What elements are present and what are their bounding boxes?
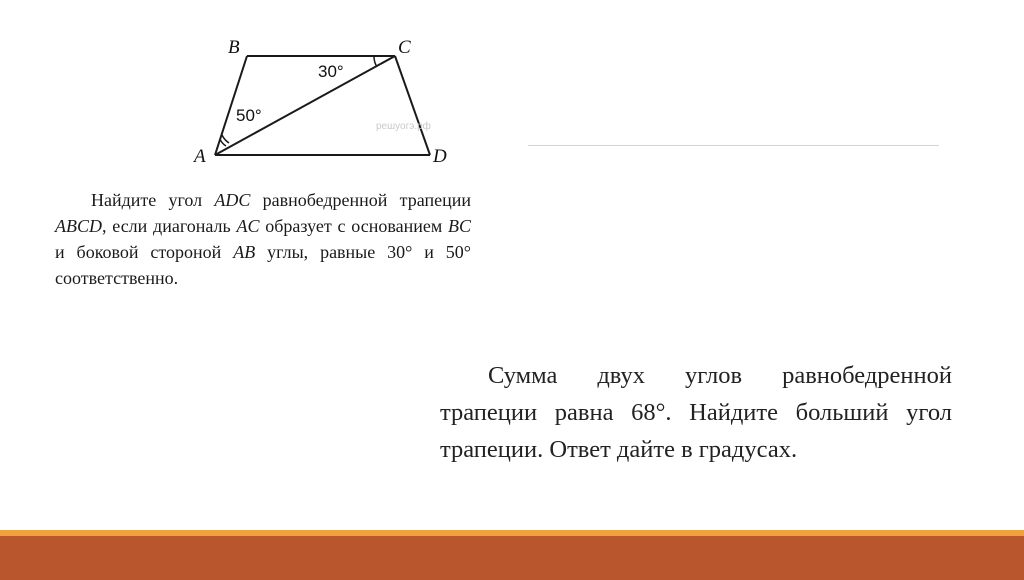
angle-label-50: 50° [236, 106, 262, 125]
point-label-b: B [228, 37, 240, 58]
point-label-a: A [194, 146, 206, 167]
problem-2-text [440, 357, 952, 468]
diagonal-ac-label: AC [236, 216, 260, 236]
problem-1-text [55, 187, 471, 291]
footer-bar [0, 530, 1024, 580]
side-ab-label: AB [233, 242, 256, 262]
point-label-c: C [398, 37, 411, 58]
problem-1-part-1: Найдите угол [91, 190, 215, 210]
watermark: решуогэ.рф [376, 121, 431, 132]
side-cd [395, 56, 430, 155]
problem-1-part-3: , если диагональ [102, 216, 237, 236]
trapezoid-abcd-label: ABCD [55, 216, 102, 236]
base-bc-label: BC [447, 216, 471, 236]
angle-label-30: 30° [318, 62, 344, 81]
problem-1-part-5: и боковой стороной [55, 242, 234, 262]
problem-1-part-4: образует с основанием [259, 216, 448, 236]
problem-1-part-6: углы, равные 30° и 50° соответственно. [55, 242, 471, 288]
angle-adc-label: ADC [214, 190, 251, 210]
problem-2-paragraph: Сумма двух углов равнобедренной трапеции равна 68°. Найдите больший угол трапеции. Ответ дайте в градусах. [440, 362, 952, 463]
angle-arc-c [374, 56, 377, 67]
problem-1-part-2: равнобедренной трапеции [250, 190, 471, 210]
point-label-d: D [433, 146, 447, 167]
divider-line [528, 145, 939, 146]
trapezoid-figure [180, 35, 480, 175]
angle-arc-a [222, 135, 229, 143]
problem-1-paragraph [55, 187, 471, 291]
